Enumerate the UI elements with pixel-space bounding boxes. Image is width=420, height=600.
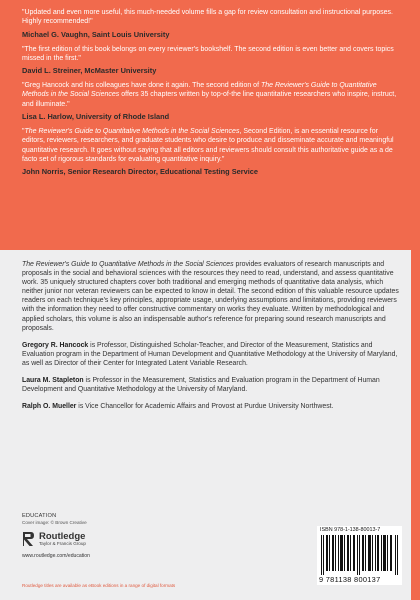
book-description xyxy=(22,260,402,333)
review-author: David L. Streiner, McMaster University xyxy=(22,66,157,76)
bio-text: is Professor, Distinguished Scholar-Teacher, and Director of the Measurement, Statistics and Evaluation program in the Department of Human Development and Quantitative Methodology at the University of Maryland, as well as Director of their Center for Integrated Latent Variable Research. xyxy=(22,341,398,367)
review-quote-start: " xyxy=(22,128,25,136)
review-author: Lisa L. Harlow, University of Rhode Island xyxy=(22,112,170,122)
author-name: Gregory R. Hancock xyxy=(22,341,89,349)
publisher-group: Taylor & Francis Group xyxy=(39,540,86,546)
publisher-url[interactable]: www.routledge.com/education xyxy=(22,553,90,559)
review-quote: "The first edition of this book belongs on every reviewer's bookshelf. The second edition is even better and covers topics missed in the first." xyxy=(22,45,394,62)
review-quote xyxy=(22,127,398,164)
review-quote-end: offers 35 chapters written by top-of-the line quantitative researchers who inspire, instruct, and illuminate." xyxy=(22,91,397,108)
author-bio-hancock xyxy=(22,341,402,368)
bio-text: is Vice Chancellor for Academic Affairs and Provost at Purdue University Northwest. xyxy=(76,403,334,411)
book-title-italic: The Reviewer's Guide to Quantitative Methods in the Social Sciences xyxy=(22,82,377,99)
review-4 xyxy=(22,127,398,176)
bio-text: is Professor in the Measurement, Statistics and Evaluation program in the Department of Human Development and Quantitative Methodology at the University of Maryland. xyxy=(22,377,380,394)
routledge-logo-icon xyxy=(22,531,35,547)
review-2 xyxy=(22,45,398,76)
ebook-note: Routledge titles are available as eBook editions in a range of digital formats xyxy=(22,583,176,588)
book-title-italic: The Reviewer's Guide to Quantitative Methods in the Social Sciences xyxy=(24,128,240,136)
review-author: Michael G. Vaughn, Saint Louis University xyxy=(22,29,170,39)
barcode-icon xyxy=(321,535,398,575)
book-title-italic: The Reviewer's Guide to Quantitative Methods in the Social Sciences xyxy=(22,261,234,268)
review-quote-end: , Second Edition, is an essential resource for editors, reviewers, researchers, and graduate students who desire to produce and disseminate accurate and meaningful quantitative research. It goes without saying that all editors and reviewers should consult this authoritative guide as a de facto set of rigorous standards for evaluating quantitative inquiry." xyxy=(22,128,394,163)
author-bio-stapleton xyxy=(22,376,402,394)
subject-category: EDUCATION xyxy=(22,513,57,519)
publisher-name: Routledge xyxy=(39,530,86,542)
review-quote xyxy=(22,81,398,109)
author-name: Laura M. Stapleton xyxy=(22,377,84,385)
review-quote-start: "Greg Hancock and his colleagues have done it again. The second edition of xyxy=(22,82,261,90)
description-text: provides evaluators of research manuscripts and proposals in the social and behavioral sciences with the resources they need to read, understand, and assess quantitative work. 35 uniquely structured chapters cover both traditional and emerging methods of quantitative data analysis, which neither junior nor veteran reviewers can be expected to know in detail. The second edition of this valuable resource updates readers on each technique's key principles, appropriate usage, underlying assumptions and limitations, providing reviewers with the information they need to offer constructive commentary on works they evaluate. Written by methodological and applied scholars, this volume is also an indispensable author's reference for preparing sound research manuscripts and proposals. xyxy=(22,261,399,332)
isbn-barcode xyxy=(317,526,402,585)
spine-edge xyxy=(411,0,420,600)
publisher-wordmark xyxy=(39,532,86,547)
barcode-number: 9 781138 800137 xyxy=(319,575,381,584)
cover-credit: Cover image: © Brown Creative xyxy=(22,520,87,525)
author-bio-mueller xyxy=(22,402,402,411)
publisher-logo xyxy=(22,531,262,547)
review-3 xyxy=(22,81,398,121)
review-1 xyxy=(22,8,398,39)
reviews-panel xyxy=(0,0,420,250)
review-quote: "Updated and even more useful, this much-needed volume fills a gap for review consultation and instructional purposes. Highly recommended!" xyxy=(22,9,393,26)
author-name: Ralph O. Mueller xyxy=(22,403,77,411)
body-copy xyxy=(22,260,402,419)
review-author: John Norris, Senior Research Director, Educational Testing Service xyxy=(22,167,259,177)
isbn-label: ISBN 978-1-138-80013-7 xyxy=(320,527,381,533)
publisher-imprint xyxy=(22,513,262,559)
